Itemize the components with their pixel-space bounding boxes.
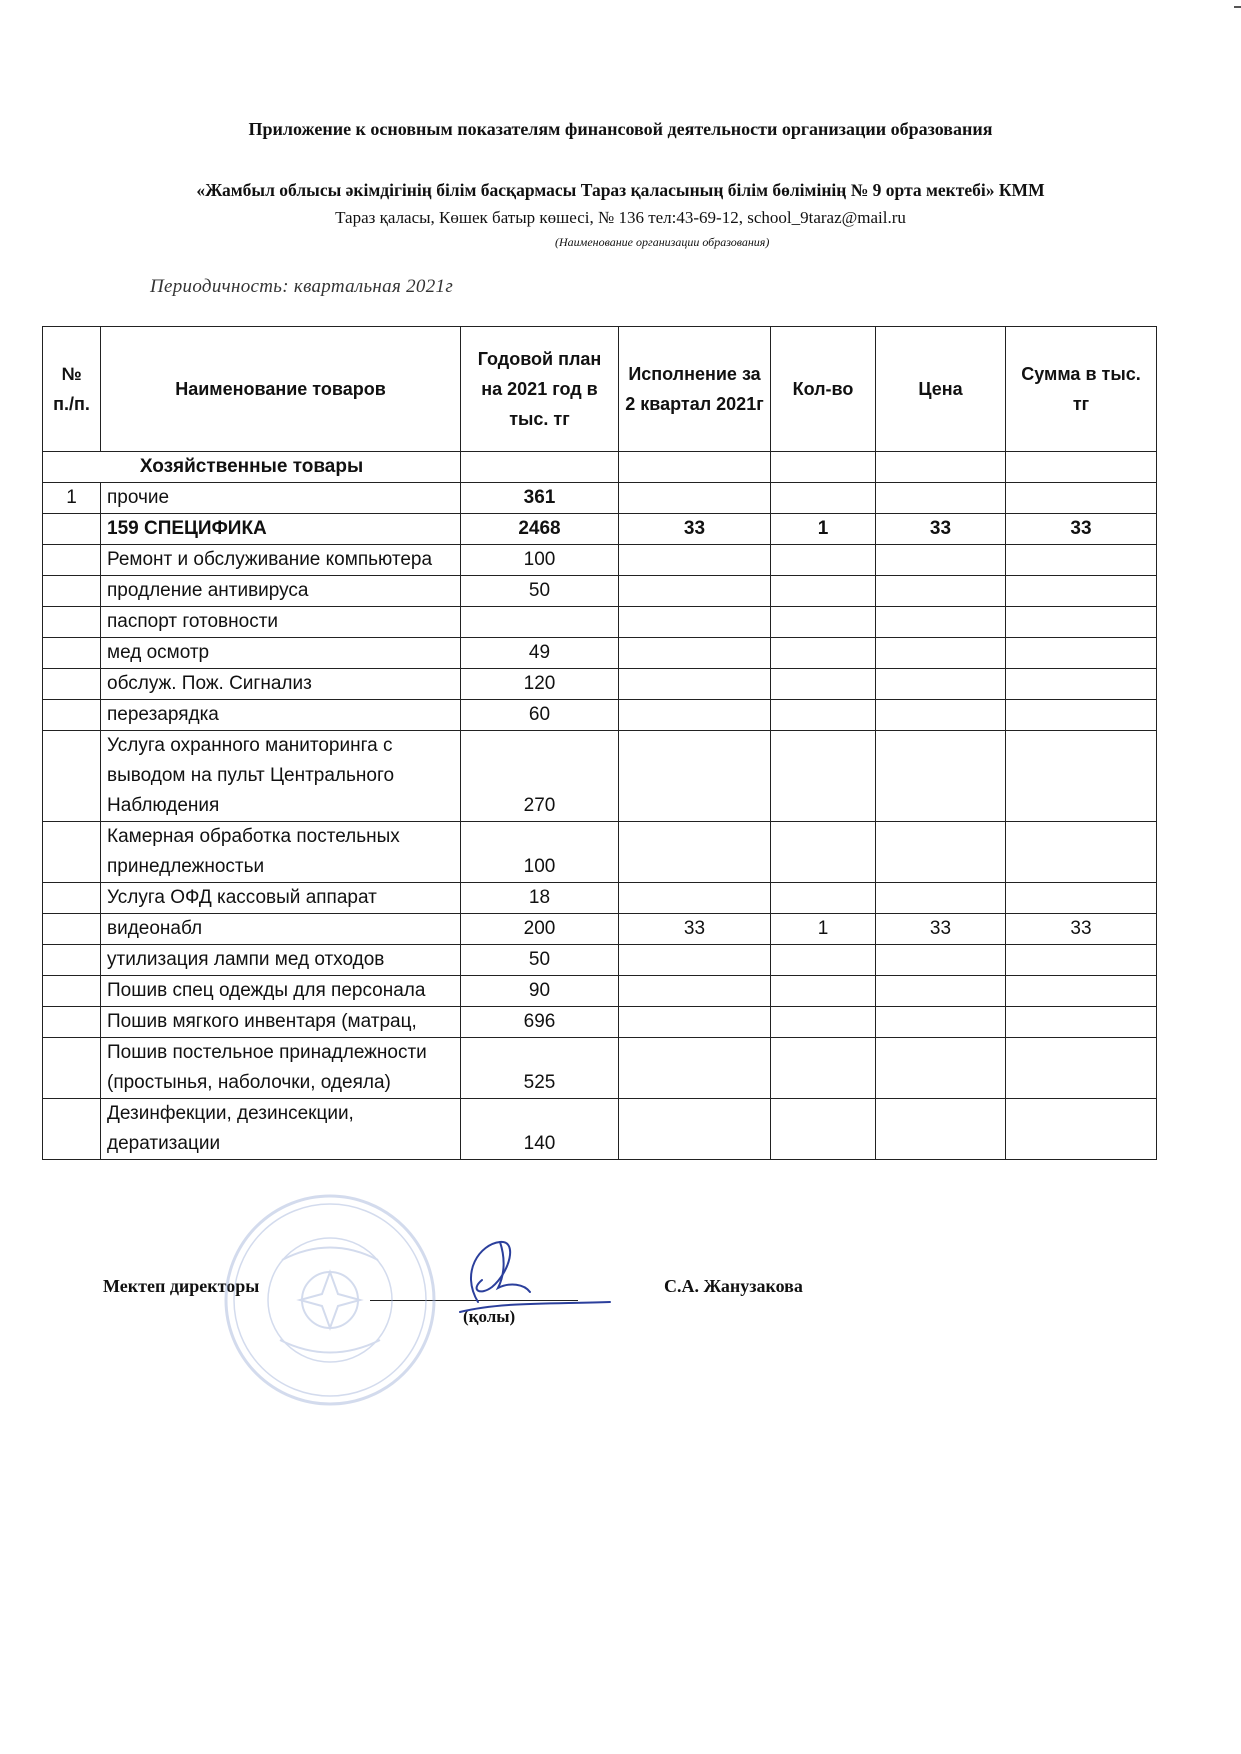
cell-plan: 200 (461, 914, 619, 945)
table-body (43, 452, 1157, 1160)
table-row (43, 883, 1157, 914)
cell-sum (1006, 731, 1157, 822)
table-row (43, 945, 1157, 976)
cell-name: Пошив спец одежды для персонала (101, 976, 461, 1007)
cell-plan: 49 (461, 638, 619, 669)
column-header-sum: Сумма в тыс. тг (1006, 327, 1157, 452)
cell-plan: 90 (461, 976, 619, 1007)
table-row (43, 576, 1157, 607)
cell-exec (619, 731, 771, 822)
cell-num (43, 1099, 101, 1160)
table-row (43, 638, 1157, 669)
section-row (43, 452, 1157, 483)
cell-exec (619, 883, 771, 914)
cell-qty (771, 1007, 876, 1038)
cell-price (876, 700, 1006, 731)
column-header-name: Наименование товаров (101, 327, 461, 452)
cell-sum (1006, 576, 1157, 607)
cell-num (43, 1038, 101, 1099)
table-row (43, 1099, 1157, 1160)
cell-exec (619, 1007, 771, 1038)
cell-name: паспорт готовности (101, 607, 461, 638)
cell-plan: 2468 (461, 514, 619, 545)
cell-plan: 696 (461, 1007, 619, 1038)
cell-price (876, 731, 1006, 822)
column-header-qty: Кол-во (771, 327, 876, 452)
cell-plan: 120 (461, 669, 619, 700)
cell-sum: 33 (1006, 914, 1157, 945)
cell-qty (771, 607, 876, 638)
cell-qty (771, 638, 876, 669)
cell-qty (771, 1099, 876, 1160)
organization-address: Тараз қаласы, Көшек батыр көшесі, № 136 тел:43-69-12, school_9taraz@mail.ru (335, 208, 906, 227)
table-row (43, 1038, 1157, 1099)
cell-price (876, 945, 1006, 976)
cell-name: утилизация лампи мед отходов (101, 945, 461, 976)
column-header-plan: Годовой план на 2021 год в тыс. тг (461, 327, 619, 452)
cell-num (43, 945, 101, 976)
cell-qty (771, 731, 876, 822)
cell-exec (619, 1038, 771, 1099)
cell-num (43, 883, 101, 914)
cell-price (876, 1038, 1006, 1099)
cell-sum (1006, 669, 1157, 700)
cell-exec (619, 945, 771, 976)
table-row (43, 731, 1157, 822)
cell-qty (771, 576, 876, 607)
cell-qty (771, 700, 876, 731)
cell-num (43, 914, 101, 945)
cell-qty (771, 822, 876, 883)
cell-name: перезарядка (101, 700, 461, 731)
table-header-row (43, 327, 1157, 452)
cell-num (43, 638, 101, 669)
cell-price (876, 483, 1006, 514)
cell-num (43, 1007, 101, 1038)
cell-plan: 270 (461, 731, 619, 822)
cell-sum (1006, 945, 1157, 976)
cell-name: Дезинфекции, дезинсекции, дератизации (101, 1099, 461, 1160)
cell-price (876, 1099, 1006, 1160)
cell-exec (619, 545, 771, 576)
cell-qty (771, 545, 876, 576)
document-title: Приложение к основным показателям финансовой деятельности организации образования (248, 119, 993, 139)
cell-num (43, 514, 101, 545)
table-row (43, 669, 1157, 700)
cell-sum: 33 (1006, 514, 1157, 545)
table-row (43, 607, 1157, 638)
cell-sum (1006, 1099, 1157, 1160)
cell-sum (1006, 483, 1157, 514)
official-seal-stamp (220, 1190, 440, 1410)
table-row (43, 1007, 1157, 1038)
signature-caption: (қолы) (463, 1307, 516, 1326)
cell-plan: 525 (461, 1038, 619, 1099)
cell-price (876, 576, 1006, 607)
cell-exec (619, 700, 771, 731)
periodicity-label: Периодичность: квартальная 2021г (150, 276, 454, 297)
cell-exec (619, 976, 771, 1007)
cell-num (43, 976, 101, 1007)
cell-qty (771, 976, 876, 1007)
column-header-num: № п./п. (43, 327, 101, 452)
cell-num (43, 731, 101, 822)
cell-name: обслуж. Пож. Сигнализ (101, 669, 461, 700)
cell-exec (619, 483, 771, 514)
cell-plan: 100 (461, 822, 619, 883)
cell-sum (1006, 883, 1157, 914)
cell-name: Услуга ОФД кассовый аппарат (101, 883, 461, 914)
cell-exec (619, 669, 771, 700)
table-row (43, 700, 1157, 731)
cell-exec: 33 (619, 914, 771, 945)
director-signature (440, 1232, 620, 1322)
cell-sum (1006, 1038, 1157, 1099)
cell-name: продление антивируса (101, 576, 461, 607)
cell-price: 33 (876, 514, 1006, 545)
organization-name: «Жамбыл облысы әкімдігінің білім басқармасы Тараз қаласының білім бөлімінің № 9 орта мектебі» КММ (196, 180, 1045, 200)
table-row (43, 514, 1157, 545)
cell-qty (771, 669, 876, 700)
cell-plan: 100 (461, 545, 619, 576)
section-title: Хозяйственные товары (43, 452, 461, 483)
cell-plan: 50 (461, 576, 619, 607)
cell-qty (771, 945, 876, 976)
cell-qty (771, 883, 876, 914)
cell-num (43, 669, 101, 700)
cell-price (876, 976, 1006, 1007)
table-row (43, 822, 1157, 883)
cell-name: Камерная обработка постельных принедлежностьи (101, 822, 461, 883)
cell-price: 33 (876, 914, 1006, 945)
cell-plan: 18 (461, 883, 619, 914)
cell-name: видеонабл (101, 914, 461, 945)
cell-qty: 1 (771, 914, 876, 945)
cell-price (876, 545, 1006, 576)
cell-name: 159 СПЕЦИФИКА (101, 514, 461, 545)
cell-exec (619, 638, 771, 669)
cell-qty (771, 1038, 876, 1099)
cell-sum (1006, 976, 1157, 1007)
cell-num (43, 607, 101, 638)
table-row (43, 914, 1157, 945)
director-label: Мектеп директоры (103, 1276, 260, 1296)
cell-plan: 60 (461, 700, 619, 731)
cell-plan (461, 607, 619, 638)
cell-name: Ремонт и обслуживание компьютера (101, 545, 461, 576)
cell-price (876, 822, 1006, 883)
cell-price (876, 669, 1006, 700)
cell-name: Пошив мягкого инвентаря (матрац, (101, 1007, 461, 1038)
cell-price (876, 607, 1006, 638)
cell-name: мед осмотр (101, 638, 461, 669)
table-row (43, 483, 1157, 514)
cell-num: 1 (43, 483, 101, 514)
cell-num (43, 822, 101, 883)
cell-sum (1006, 700, 1157, 731)
cell-qty (771, 483, 876, 514)
cell-exec (619, 576, 771, 607)
column-header-price: Цена (876, 327, 1006, 452)
cell-price (876, 883, 1006, 914)
table-row (43, 545, 1157, 576)
goods-table (42, 326, 1157, 1160)
cell-qty: 1 (771, 514, 876, 545)
scan-edge-mark (1234, 6, 1241, 8)
cell-plan: 361 (461, 483, 619, 514)
cell-sum (1006, 638, 1157, 669)
cell-exec: 33 (619, 514, 771, 545)
cell-price (876, 1007, 1006, 1038)
cell-name: Услуга охранного маниторинга с выводом на пульт Центрального Наблюдения (101, 731, 461, 822)
cell-exec (619, 822, 771, 883)
cell-sum (1006, 545, 1157, 576)
cell-num (43, 576, 101, 607)
column-header-exec: Исполнение за 2 квартал 2021г (619, 327, 771, 452)
cell-num (43, 545, 101, 576)
cell-exec (619, 1099, 771, 1160)
organization-caption: (Наименование организации образования) (555, 235, 770, 249)
director-name: С.А. Жанузакова (664, 1276, 803, 1296)
cell-name: Пошив постельное принадлежности (простынья, наболочки, одеяла) (101, 1038, 461, 1099)
cell-price (876, 638, 1006, 669)
cell-plan: 50 (461, 945, 619, 976)
table-row (43, 976, 1157, 1007)
cell-num (43, 700, 101, 731)
cell-sum (1006, 822, 1157, 883)
cell-name: прочие (101, 483, 461, 514)
cell-exec (619, 607, 771, 638)
cell-sum (1006, 607, 1157, 638)
cell-sum (1006, 1007, 1157, 1038)
cell-plan: 140 (461, 1099, 619, 1160)
